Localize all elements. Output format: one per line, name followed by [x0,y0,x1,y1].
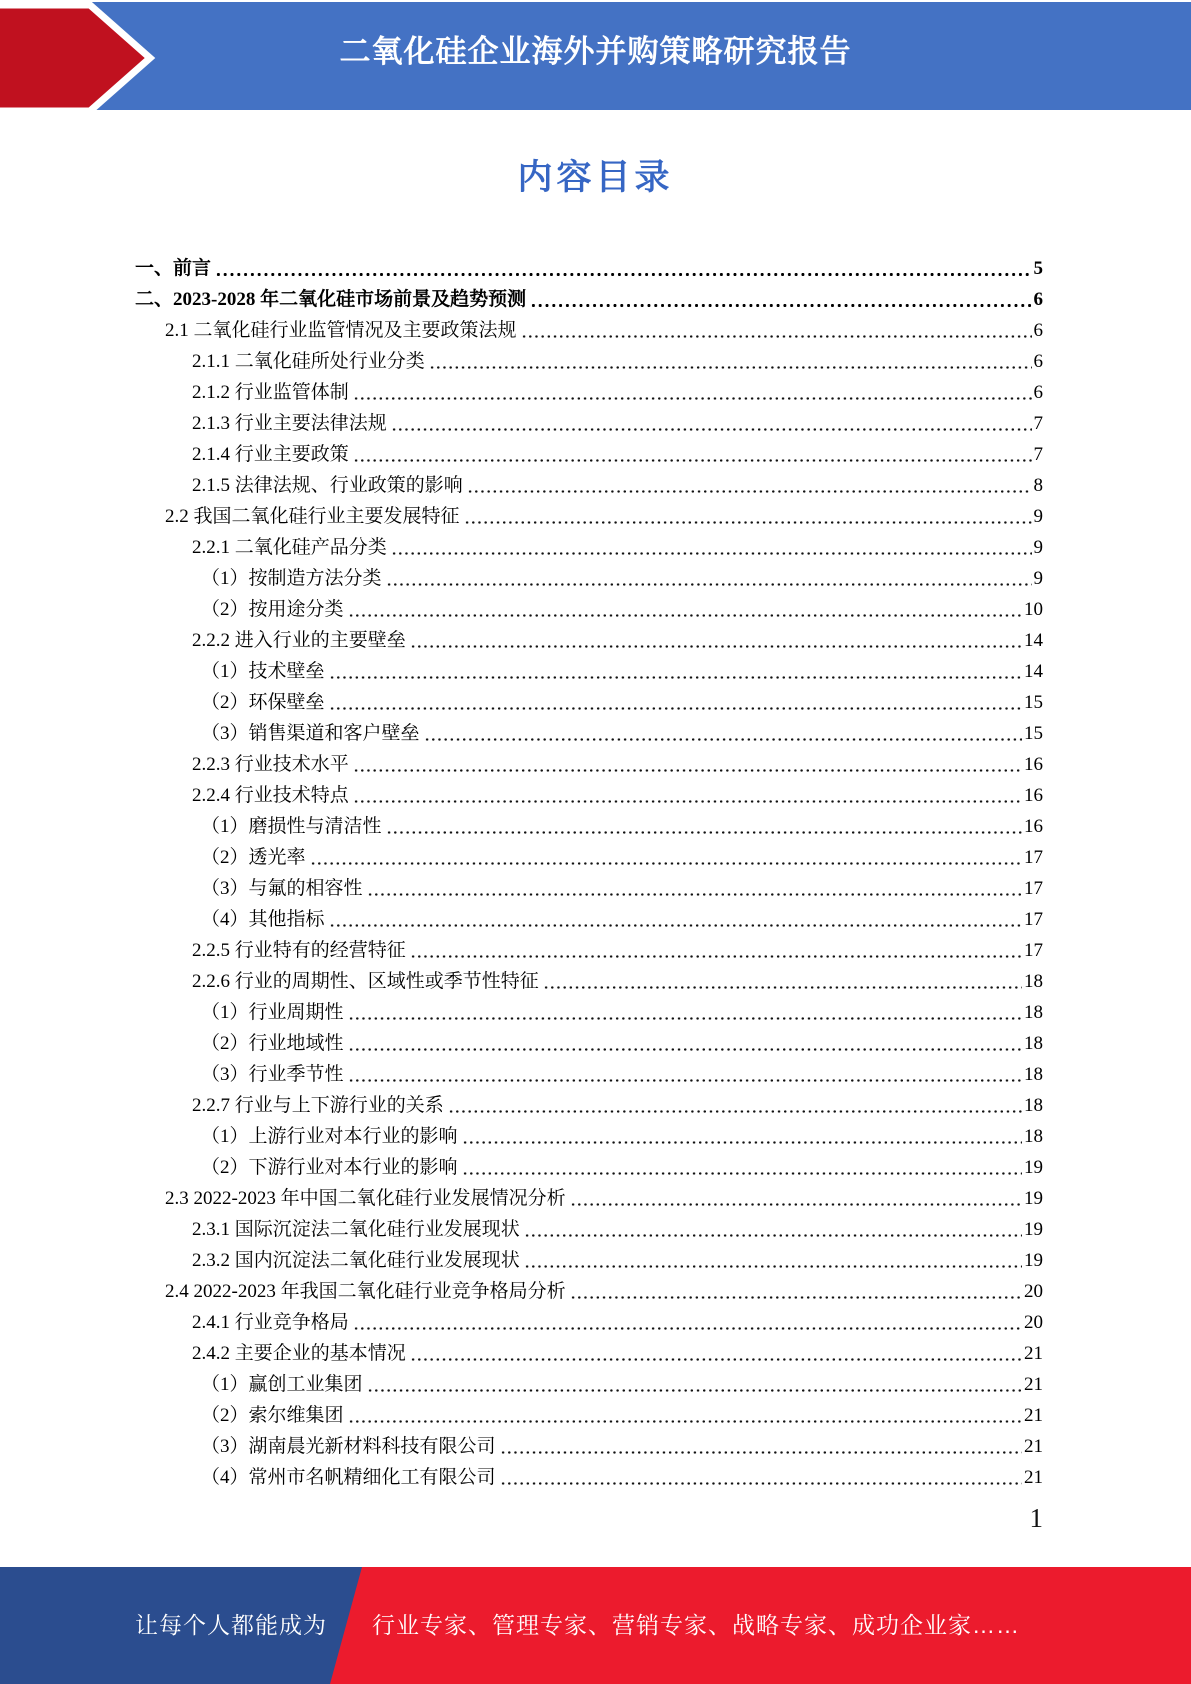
toc-entry-page: 14 [1024,661,1043,682]
toc-entry[interactable] [135,842,1043,873]
toc-entry-page: 21 [1024,1436,1043,1457]
toc-entry[interactable] [135,718,1043,749]
toc-entry[interactable] [135,563,1043,594]
dot-leader [367,892,1022,897]
toc-entry-page: 6 [1033,351,1043,372]
toc-entry-page: 14 [1024,630,1043,651]
toc-entry-text: 2.4.1 行业竞争格局 [192,1312,349,1333]
toc-entry-page: 21 [1024,1405,1043,1426]
toc-entry-page: 6 [1033,289,1043,310]
toc-entry-text: 2.1.2 行业监管体制 [192,382,349,403]
toc-entry[interactable] [135,1431,1043,1462]
dot-leader [348,613,1022,618]
toc-entry[interactable] [135,1028,1043,1059]
toc-entry-page: 18 [1024,1033,1043,1054]
toc-entry-text: （2）透光率 [201,847,306,868]
toc-entry[interactable] [135,1276,1043,1307]
toc-entry[interactable] [135,1307,1043,1338]
toc-entry-text: （3）销售渠道和客户壁垒 [201,723,420,744]
toc-entry-text: （2）行业地域性 [201,1033,344,1054]
toc-entry-text: 2.2.3 行业技术水平 [192,754,349,775]
toc-entry[interactable] [135,873,1043,904]
toc-entry[interactable] [135,1400,1043,1431]
toc-entry-page: 21 [1024,1374,1043,1395]
toc-entry-page: 16 [1024,816,1043,837]
toc-entry[interactable] [135,1152,1043,1183]
toc-entry-page: 21 [1024,1343,1043,1364]
dot-leader [429,365,1032,370]
toc-list [135,253,1043,1493]
toc-entry-page: 6 [1033,382,1043,403]
dot-leader [500,1450,1022,1455]
toc-entry[interactable] [135,935,1043,966]
toc-entry-page: 16 [1024,754,1043,775]
toc-entry-text: 2.2.4 行业技术特点 [192,785,349,806]
toc-entry-text: （1）行业周期性 [201,1002,344,1023]
dot-leader [464,520,1032,525]
toc-entry-page: 19 [1024,1157,1043,1178]
dot-leader [329,923,1022,928]
dot-leader [410,1357,1022,1362]
toc-entry[interactable] [135,284,1043,315]
dot-leader [524,1233,1022,1238]
dot-leader [570,1202,1022,1207]
dot-leader [329,706,1022,711]
dot-leader [348,1047,1022,1052]
toc-entry[interactable] [135,470,1043,501]
toc-entry-page: 9 [1033,506,1043,527]
header-banner [0,2,1191,110]
toc-entry[interactable] [135,439,1043,470]
toc-entry-page: 18 [1024,1095,1043,1116]
toc-entry-text: 2.2.7 行业与上下游行业的关系 [192,1095,444,1116]
dot-leader [353,458,1032,463]
toc-entry[interactable] [135,594,1043,625]
dot-leader [524,1264,1022,1269]
toc-entry-text: （2）索尔维集团 [201,1405,344,1426]
toc-entry-text: 2.4.2 主要企业的基本情况 [192,1343,406,1364]
toc-entry-text: （3）与氟的相容性 [201,878,363,899]
dot-leader [543,985,1022,990]
toc-entry-page: 17 [1024,909,1043,930]
dot-leader [386,582,1032,587]
toc-entry-page: 9 [1033,568,1043,589]
toc-entry[interactable] [135,1338,1043,1369]
dot-leader [462,1140,1022,1145]
toc-entry-page: 18 [1024,1064,1043,1085]
toc-entry-page: 10 [1024,599,1043,620]
toc-entry-page: 19 [1024,1188,1043,1209]
toc-entry-text: （4）其他指标 [201,909,325,930]
toc-entry-text: 2.1.1 二氧化硅所处行业分类 [192,351,425,372]
toc-entry-text: 2.3.1 国际沉淀法二氧化硅行业发展现状 [192,1219,520,1240]
dot-leader [424,737,1022,742]
toc-entry-text: 2.2.2 进入行业的主要壁垒 [192,630,406,651]
page-number: 1 [1029,1503,1043,1533]
toc-entry-page: 18 [1024,1002,1043,1023]
toc-entry-text: 2.2.6 行业的周期性、区域性或季节性特征 [192,971,539,992]
toc-entry-text: （4）常州市名帆精细化工有限公司 [201,1467,496,1488]
toc-entry-text: 2.3.2 国内沉淀法二氧化硅行业发展现状 [192,1250,520,1271]
toc-entry-text: 2.1.3 行业主要法律法规 [192,413,387,434]
toc-entry-text: （3）湖南晨光新材料科技有限公司 [201,1436,496,1457]
dot-leader [521,334,1032,339]
toc-entry[interactable] [135,1462,1043,1493]
footer-slogan-left: 让每个人都能成为 [135,1612,327,1638]
toc-entry-page: 7 [1033,413,1043,434]
toc-entry[interactable] [135,1121,1043,1152]
toc-entry-page: 19 [1024,1250,1043,1271]
toc-entry-page: 17 [1024,878,1043,899]
toc-entry-text: 2.2.1 二氧化硅产品分类 [192,537,387,558]
toc-entry[interactable] [135,1214,1043,1245]
dot-leader [348,1016,1022,1021]
toc-entry[interactable] [135,377,1043,408]
toc-entry-text: 2.1.5 法律法规、行业政策的影响 [192,475,463,496]
dot-leader [448,1109,1022,1114]
dot-leader [391,551,1032,556]
toc-entry[interactable] [135,346,1043,377]
toc-entry[interactable] [135,625,1043,656]
toc-heading: 内容目录 [517,158,674,197]
toc-entry-page: 20 [1024,1281,1043,1302]
toc-entry-page: 20 [1024,1312,1043,1333]
toc-entry-text: （2）按用途分类 [201,599,344,620]
toc-entry-page: 18 [1024,971,1043,992]
dot-leader [530,303,1031,308]
toc-entry-text: （1）上游行业对本行业的影响 [201,1126,458,1147]
dot-leader [570,1295,1022,1300]
dot-leader [410,644,1022,649]
toc-entry[interactable] [135,253,1043,284]
dot-leader [391,427,1032,432]
toc-entry[interactable] [135,687,1043,718]
dot-leader [353,768,1022,773]
dot-leader [348,1078,1022,1083]
toc-entry-page: 15 [1024,723,1043,744]
toc-entry-page: 19 [1024,1219,1043,1240]
toc-entry-text: 2.4 2022-2023 年我国二氧化硅行业竞争格局分析 [165,1281,566,1302]
dot-leader [353,799,1022,804]
toc-entry-page: 8 [1033,475,1043,496]
toc-entry-text: （1）赢创工业集团 [201,1374,363,1395]
toc-entry-text: 2.2 我国二氧化硅行业主要发展特征 [165,506,460,527]
footer-band [0,1567,1191,1684]
footer-slogan-right: 行业专家、管理专家、营销专家、战略专家、成功企业家…… [372,1612,1020,1638]
toc-entry-text: （1）按制造方法分类 [201,568,382,589]
toc-entry[interactable] [135,315,1043,346]
dot-leader [500,1481,1022,1486]
dot-leader [215,272,1031,277]
toc-entry[interactable] [135,811,1043,842]
toc-entry-page: 6 [1033,320,1043,341]
dot-leader [467,489,1032,494]
report-title: 二氧化硅企业海外并购策略研究报告 [339,34,852,69]
toc-entry[interactable] [135,1090,1043,1121]
toc-entry-page: 21 [1024,1467,1043,1488]
dot-leader [410,954,1022,959]
toc-entry-text: 2.2.5 行业特有的经营特征 [192,940,406,961]
toc-entry-text: 一、前言 [135,258,212,279]
toc-entry-page: 5 [1033,258,1043,279]
toc-entry[interactable] [135,780,1043,811]
toc-entry-text: （2）环保壁垒 [201,692,325,713]
toc-entry[interactable] [135,966,1043,997]
toc-entry[interactable] [135,532,1043,563]
toc-entry-page: 17 [1024,940,1043,961]
dot-leader [386,830,1022,835]
toc-entry-text: 二、2023-2028 年二氧化硅市场前景及趋势预测 [135,289,527,310]
dot-leader [462,1171,1022,1176]
dot-leader [353,1326,1022,1331]
toc-entry-page: 7 [1033,444,1043,465]
dot-leader [310,861,1022,866]
dot-leader [353,396,1032,401]
toc-entry-text: （2）下游行业对本行业的影响 [201,1157,458,1178]
toc-entry[interactable] [135,1245,1043,1276]
toc-entry[interactable] [135,904,1043,935]
toc-entry[interactable] [135,408,1043,439]
toc-entry-text: （3）行业季节性 [201,1064,344,1085]
toc-entry-text: 2.3 2022-2023 年中国二氧化硅行业发展情况分析 [165,1188,566,1209]
toc-entry-text: 2.1 二氧化硅行业监管情况及主要政策法规 [165,320,517,341]
toc-entry-page: 16 [1024,785,1043,806]
toc-entry[interactable] [135,1369,1043,1400]
toc-entry-text: 2.1.4 行业主要政策 [192,444,349,465]
dot-leader [348,1419,1022,1424]
toc-entry[interactable] [135,1183,1043,1214]
toc-entry[interactable] [135,997,1043,1028]
toc-entry-page: 18 [1024,1126,1043,1147]
toc-entry[interactable] [135,1059,1043,1090]
toc-entry[interactable] [135,656,1043,687]
toc-entry[interactable] [135,749,1043,780]
toc-entry[interactable] [135,501,1043,532]
toc-entry-page: 17 [1024,847,1043,868]
toc-entry-page: 9 [1033,537,1043,558]
toc-entry-text: （1）磨损性与清洁性 [201,816,382,837]
dot-leader [367,1388,1022,1393]
toc-entry-page: 15 [1024,692,1043,713]
dot-leader [329,675,1022,680]
toc-entry-text: （1）技术壁垒 [201,661,325,682]
